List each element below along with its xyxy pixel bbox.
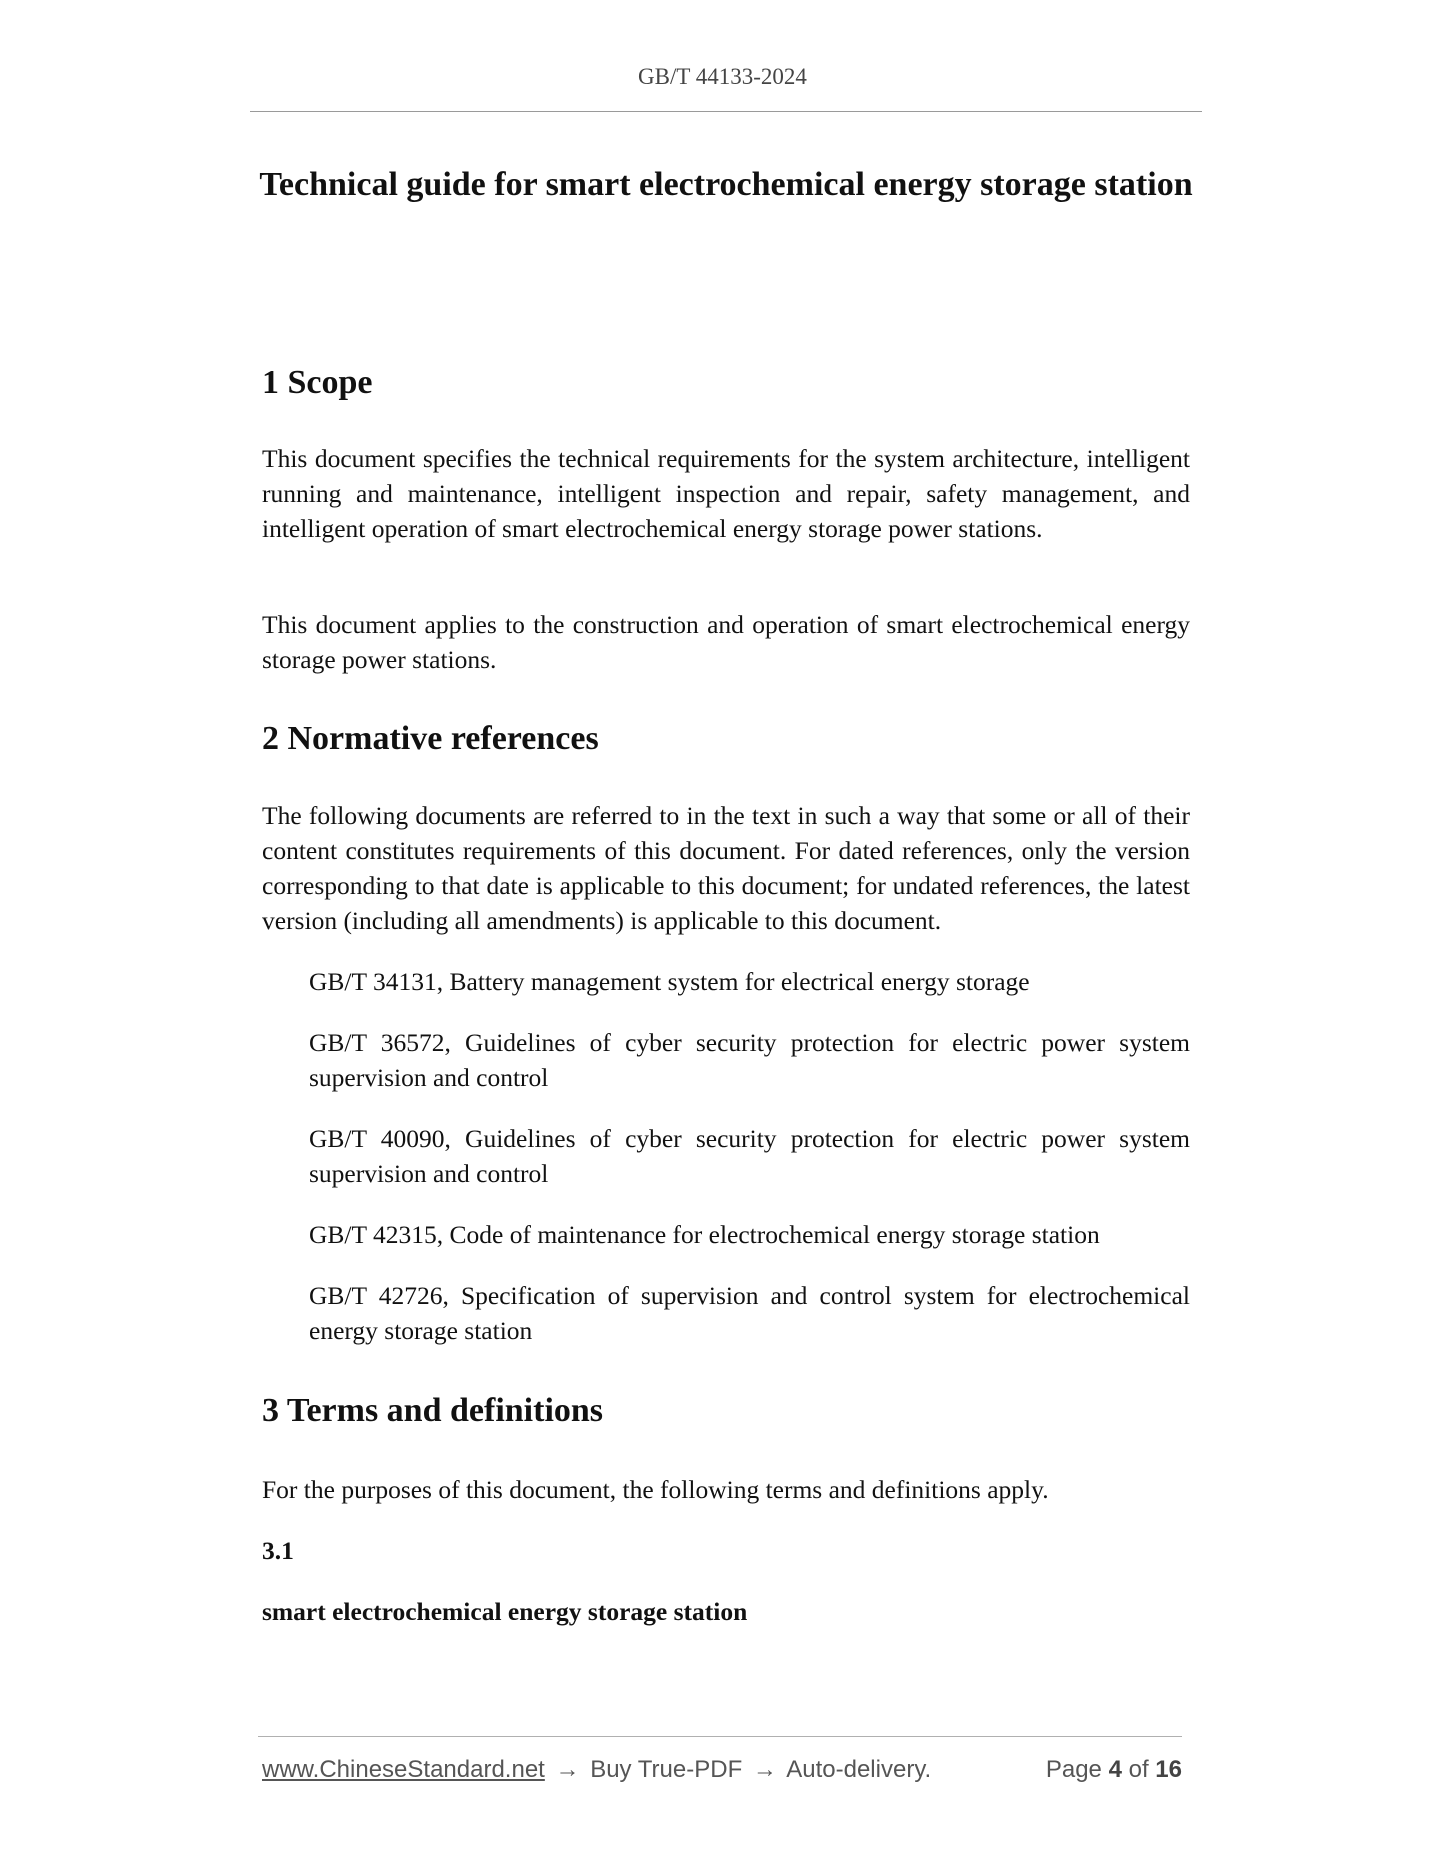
term-number: 3.1 — [262, 1536, 294, 1565]
page-total: 16 — [1155, 1756, 1182, 1783]
terms-intro-paragraph: For the purposes of this document, the following terms and definitions apply. — [262, 1475, 1049, 1504]
scope-paragraph-2: This document applies to the construction and operation of smart electrochemical energy storage power stations. — [262, 610, 1190, 674]
document-title: Technical guide for smart electrochemical energy storage station — [259, 166, 1193, 203]
page-label: Page — [1045, 1756, 1102, 1783]
page-footer — [262, 1755, 1182, 1785]
footer-divider — [258, 1736, 1182, 1737]
scope-paragraph-1: This document specifies the technical requirements for the system architecture, intelligent running and maintenance, intelligent inspection and repair, safety management, and intelligent operation of smart electrochemical energy storage power stations. — [262, 444, 1190, 543]
page-current: 4 — [1108, 1756, 1122, 1783]
reference-item: GB/T 34131, Battery management system for electrical energy storage — [309, 967, 1030, 996]
arrow-right-icon: → — [555, 1756, 580, 1783]
normative-intro-paragraph: The following documents are referred to in the text in such a way that some or all of their content constitutes requirements of this document. For dated references, only the version corresponding to that date is applicable to this document; for undated references, the latest version (including all amendments) is applicable to this document. — [262, 801, 1190, 935]
arrow-right-icon: → — [752, 1756, 777, 1783]
section-heading-scope: 1 Scope — [262, 364, 373, 401]
reference-item: GB/T 42726, Specification of supervision and control system for electrochemical energy storage station — [309, 1281, 1190, 1345]
reference-item: GB/T 36572, Guidelines of cyber security protection for electric power system supervision and control — [309, 1028, 1190, 1092]
auto-delivery-text: Auto-delivery. — [786, 1756, 932, 1783]
document-id-header: GB/T 44133-2024 — [638, 64, 807, 89]
page-indicator — [1046, 1755, 1182, 1785]
reference-item: GB/T 42315, Code of maintenance for electrochemical energy storage station — [309, 1220, 1100, 1249]
chinesestandard-link[interactable]: www.ChineseStandard.net — [262, 1756, 545, 1783]
of-label: of — [1128, 1756, 1149, 1783]
header-divider — [250, 111, 1202, 112]
reference-item: GB/T 40090, Guidelines of cyber security protection for electric power system supervision and control — [309, 1124, 1190, 1188]
section-heading-terms-and-definitions: 3 Terms and definitions — [262, 1392, 604, 1429]
section-heading-normative-references: 2 Normative references — [262, 720, 599, 757]
term-name: smart electrochemical energy storage station — [262, 1597, 748, 1626]
buy-true-pdf-text: Buy True-PDF — [590, 1756, 743, 1783]
